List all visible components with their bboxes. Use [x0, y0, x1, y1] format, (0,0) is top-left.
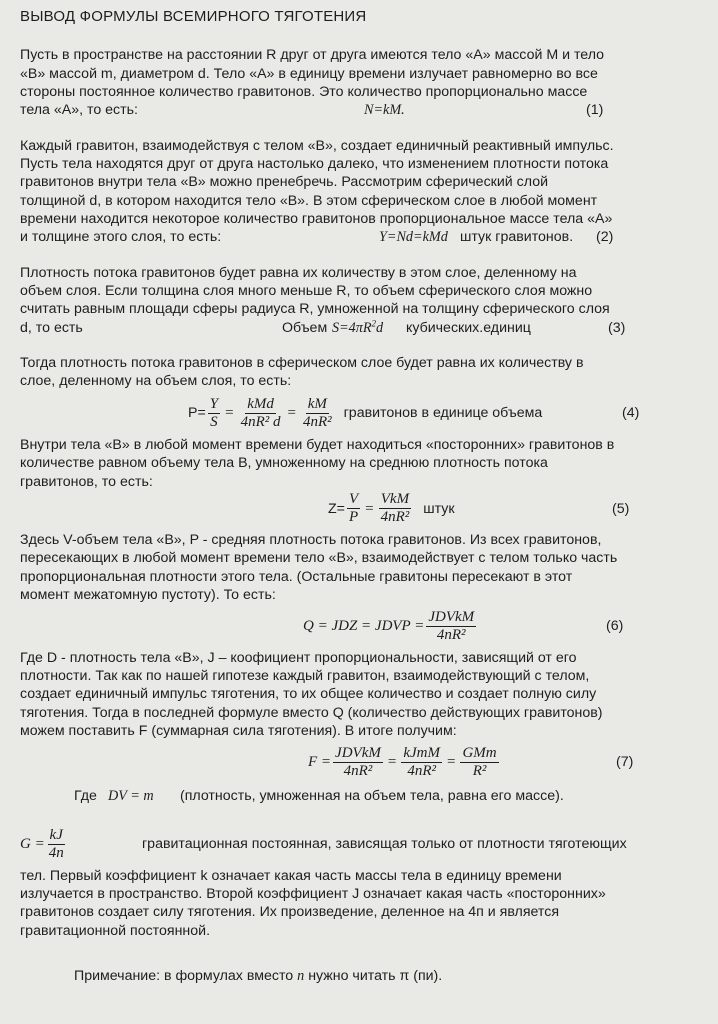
paragraph-3-line-4: d, то есть	[20, 319, 83, 336]
formula-3-row	[20, 319, 710, 337]
note	[74, 967, 442, 985]
formula-4-text: гравитонов в единице объема	[343, 405, 543, 422]
document-page	[20, 8, 710, 986]
formula-5	[328, 491, 455, 526]
formula-7-lhs: F =	[308, 754, 332, 771]
formula-7	[308, 745, 501, 780]
paragraph-1-line-1: Пусть в пространстве на расстоянии R друг от друга имеются тело «А» массой М и тело	[20, 47, 605, 64]
paragraph-1-line-4: тела «А», то есть:	[20, 102, 138, 119]
formula-6-fraction-denominator: 4nR²	[436, 627, 466, 644]
formula-2: Y=Nd=kMd	[379, 229, 448, 246]
formula-3	[332, 319, 383, 337]
paragraph-6-line-3: пропорциональная плотности этого тела. (Остальные гравитоны пересекают в этот	[20, 568, 573, 585]
formula-7-fraction-1-numerator: JDVkM	[335, 745, 381, 762]
formula-2-row	[20, 229, 710, 247]
formula-4-equals-1: =	[225, 405, 234, 422]
paragraph-5-line-2: количестве равном объему тела В, умноженному на среднюю плотность потока	[20, 455, 548, 472]
formula-7-fraction-3	[460, 745, 498, 780]
formula-5-fraction-1-numerator: V	[348, 491, 359, 508]
formula-g-lhs: G =	[20, 836, 45, 853]
formula-7-fraction-2	[401, 745, 442, 780]
paragraph-6-line-4: момент межатомную пустоту). То есть:	[20, 587, 276, 604]
paragraph-4-line-2: слое, деленному на объем слоя, то есть:	[20, 373, 292, 390]
paragraph-7-line-2: плотности. Так как по нашей гипотезе каждый гравитон, взаимодействующий с телом,	[20, 667, 590, 684]
formula-7-fraction-2-denominator: 4nR²	[407, 763, 436, 780]
paragraph-8-row	[20, 787, 710, 807]
paragraph-2-line-1: Каждый гравитон, взаимодействуя с телом «В», создает единичный реактивный импульс.	[20, 137, 614, 154]
paragraph-2-line-3: гравитонов внутри тела «В» можно пренебречь. Рассмотрим сферический слой	[20, 174, 549, 191]
note-start: Примечание: в формулах вместо	[74, 967, 294, 984]
paragraph-9-line-5: гравитационной постоянной.	[20, 922, 211, 939]
paragraph-9-line-3: излучается в пространство. Второй коэффициент J означает какая часть «посторонних»	[20, 885, 606, 902]
equation-number-3: (3)	[608, 319, 626, 336]
paragraph-7-line-3: создает единичный импульс тяготения, то их общее количество и создает полную силу	[20, 686, 597, 703]
paragraph-7-line-5: можем поставить F (суммарная сила тяготения). В итоге получим:	[20, 723, 457, 740]
formula-7-fraction-3-numerator: GMm	[462, 745, 497, 762]
formula-7-fraction-3-denominator: R²	[472, 763, 487, 780]
formula-1-row	[20, 102, 710, 120]
paragraph-3-line-2: объем слоя. Если толщина слоя много меньше R, то объем сферического слоя можно	[20, 283, 593, 300]
formula-3-part-b: d	[376, 319, 384, 336]
paragraph-2-line-5: времени находится некоторое количество гравитонов пропорциональное массе тела «А»	[20, 211, 613, 228]
formula-3-exponent: 2	[371, 317, 377, 328]
formula-4-fraction-2-numerator: kMd	[247, 396, 274, 413]
formula-4-fraction-2-denominator: 4nR² d	[240, 414, 281, 431]
formula-3-part-a: S=4πR	[332, 319, 372, 336]
formula-g-numerator: kJ	[49, 827, 63, 844]
formula-4-lhs: P=	[188, 405, 206, 422]
formula-4-fraction-1-denominator: S	[210, 414, 218, 431]
paragraph-2-line-2: Пусть тела находятся друг от друга настолько далеко, что изменением плотности потока	[20, 156, 609, 173]
paragraph-1-line-3: стороны постоянное количество гравитонов. Это количество пропорционально массе	[20, 84, 588, 101]
formula-1: N=kM.	[364, 102, 405, 119]
paragraph-2-line-6: и толщине этого слоя, то есть:	[20, 229, 222, 246]
formula-4-fraction-3-denominator: 4nR²	[302, 414, 332, 431]
paragraph-5-line-1: Внутри тела «В» в любой момент времени будет находиться «посторонних» гравитонов в	[20, 436, 615, 453]
formula-g	[20, 827, 68, 862]
formula-5-fraction-2-numerator: VkM	[380, 491, 410, 508]
formula-4	[188, 396, 542, 431]
paragraph-3-line-3: считать равным площади сферы радиуса R, умноженной на толщину сферического слоя	[20, 301, 610, 318]
formula-6-row	[20, 605, 710, 649]
equation-number-1: (1)	[586, 102, 604, 119]
formula-6-lhs: Q = JDZ = JDVP =	[303, 618, 425, 635]
formula-7-fraction-1	[333, 745, 383, 780]
paragraph-6-line-1: Здесь V-объем тела «В», P - средняя плотность потока гравитонов. Из всех гравитонов,	[20, 531, 602, 548]
formula-4-fraction-2	[239, 396, 283, 431]
formula-7-fraction-2-numerator: kJmM	[403, 745, 440, 762]
paragraph-7-line-1: Где D - плотность тела «В», J – коофициент пропорциональности, зависящий от его	[20, 649, 577, 666]
formula-6	[303, 609, 478, 644]
formula-4-fraction-3	[301, 396, 334, 431]
formula-g-denominator: 4n	[48, 845, 64, 862]
formula-4-equals-2: =	[287, 405, 296, 422]
formula-5-row	[20, 487, 710, 531]
formula-4-row	[20, 392, 710, 436]
paragraph-6-line-2: пересекающих в любой момент времени тело «В», взаимодействует с телом только часть	[20, 550, 618, 567]
formula-3-unit: кубических.единиц	[406, 319, 531, 336]
paragraph-8-start: Где	[74, 788, 97, 805]
formula-g-fraction	[47, 827, 66, 862]
note-end: нужно читать π (пи).	[308, 967, 443, 984]
formula-5-fraction-2-denominator: 4nR²	[380, 509, 410, 526]
paragraph-2-line-4: толщиной d, в котором находится тело «В». В этом сферическом слое в любой момент	[20, 192, 598, 209]
paragraph-3-line-1: Плотность потока гравитонов будет равна их количеству в этом слое, деленному на	[20, 264, 577, 281]
formula-5-unit: штук	[423, 500, 455, 517]
page-title: ВЫВОД ФОРМУЛЫ ВСЕМИРНОГО ТЯГОТЕНИЯ	[20, 8, 367, 25]
paragraph-4-line-1: Тогда плотность потока гравитонов в сферическом слое будет равна их количеству в	[20, 354, 584, 371]
equation-number-4: (4)	[622, 405, 640, 422]
paragraph-9-line-2: тел. Первый коэффициент k означает какая часть массы тела в единицу времени	[20, 867, 562, 884]
formula-5-fraction-1	[347, 491, 360, 526]
formula-g-row	[20, 823, 710, 867]
equation-number-6: (6)	[606, 618, 624, 635]
note-variable: n	[297, 967, 305, 984]
paragraph-1-line-2: «В» массой m, диаметром d. Тело «А» в единицу времени излучает равномерно во все	[20, 65, 598, 82]
equation-number-5: (5)	[612, 500, 630, 517]
equation-number-7: (7)	[616, 754, 634, 771]
formula-2-unit: штук гравитонов.	[460, 229, 574, 246]
formula-4-fraction-1-numerator: Y	[209, 396, 219, 413]
formula-4-fraction-1	[208, 396, 220, 431]
paragraph-9-line-4: гравитонов создает силу тяготения. Их произведение, деленное на 4п и является	[20, 904, 560, 921]
paragraph-5-line-3: гравитонов, то есть:	[20, 473, 153, 490]
formula-5-lhs: Z=	[328, 500, 345, 517]
formula-7-equals-2: =	[446, 754, 456, 771]
formula-6-fraction-numerator: JDVkM	[428, 609, 475, 626]
formula-8: DV = m	[108, 788, 154, 805]
formula-7-equals-1: =	[387, 754, 397, 771]
formula-3-label: Объем	[282, 319, 328, 336]
equation-number-2: (2)	[596, 229, 614, 246]
paragraph-9-line-1: гравитационная постоянная, зависящая только от плотности тяготеющих	[142, 836, 627, 853]
formula-7-row	[20, 741, 710, 785]
formula-5-fraction-1-denominator: P	[348, 509, 359, 526]
formula-7-fraction-1-denominator: 4nR²	[343, 763, 373, 780]
formula-4-fraction-3-numerator: kM	[307, 396, 327, 413]
formula-6-fraction	[426, 609, 476, 644]
paragraph-8-text: (плотность, умноженная на объем тела, равна его массе).	[180, 788, 564, 805]
note-row	[20, 966, 710, 986]
formula-5-fraction-2	[379, 491, 412, 526]
paragraph-7-line-4: тяготения. Тогда в последней формуле вместо Q (количество действующих гравитонов)	[20, 704, 603, 721]
formula-5-equals: =	[365, 500, 374, 517]
